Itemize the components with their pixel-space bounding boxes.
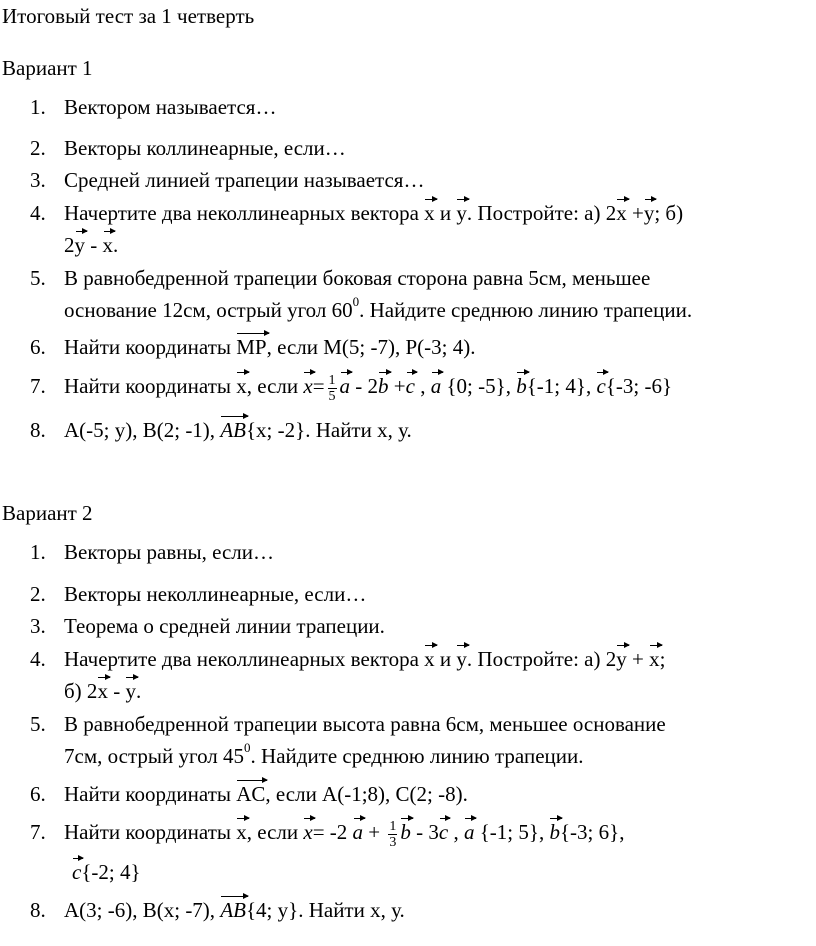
vector-ab: AB <box>220 898 246 922</box>
fraction: $\frac{1}{3}$ <box>389 818 397 850</box>
vector-y: y <box>74 233 85 257</box>
question-text: В равнобедренной трапеции боковая сторона равна 5см, меньшее <box>64 266 651 290</box>
question-text: б) 2x - y. <box>64 679 142 703</box>
question-text: c{-2; 4} <box>72 860 141 884</box>
vector-x: x <box>102 233 113 257</box>
vector-x: x <box>424 201 435 225</box>
question-number: 5. <box>30 712 46 736</box>
question-number: 8. <box>30 418 46 442</box>
question-text: Начертите два неколлинеарных вектора x и y. Постройте: а) 2y + x; <box>64 647 666 671</box>
question-text: Векторы равны, если… <box>64 540 274 564</box>
question-number: 4. <box>30 201 46 225</box>
test-title: Итоговый тест за 1 четверть <box>2 4 255 28</box>
question-text: 2y - x. <box>64 233 119 257</box>
question-number: 1. <box>30 95 46 119</box>
question-text: В равнобедренной трапеции высота равна 6см, меньшее основание <box>64 712 666 736</box>
vector-ab: AB <box>220 418 246 442</box>
question-text: А(3; -6), В(х; -7), AB{4; у}. Найти х, у. <box>64 898 405 922</box>
variant-1-heading: Вариант 1 <box>2 56 93 80</box>
question-text: Средней линией трапеции называется… <box>64 168 425 192</box>
question-number: 7. <box>30 374 46 398</box>
question-number: 8. <box>30 898 46 922</box>
fraction: $\frac{1}{5}$ <box>328 372 336 404</box>
question-text: Теорема о средней линии трапеции. <box>64 614 385 638</box>
vector-y: y <box>643 201 655 225</box>
question-number: 3. <box>30 168 46 192</box>
question-text: Векторы неколлинеарные, если… <box>64 582 367 606</box>
question-text: Найти координаты x, если x= -2 a + $\frac{1}{3}$ b - 3c , a {-1; 5}, b{-3; 6}, <box>64 818 625 850</box>
question-number: 6. <box>30 782 46 806</box>
question-text: Найти координаты MP, если М(5; -7), Р(-3; 4). <box>64 335 476 359</box>
question-text: Вектором называется… <box>64 95 277 119</box>
question-text: Найти координаты AC, если А(-1;8), С(2; -8). <box>64 782 468 806</box>
question-text: основание 12см, острый угол $60^0$. Найдите среднюю линию трапеции. <box>64 294 693 322</box>
question-number: 6. <box>30 335 46 359</box>
question-text: Начертите два неколлинеарных вектора x и y. Постройте: а) 2x +y; б) <box>64 201 684 225</box>
question-number: 4. <box>30 647 46 671</box>
variant-2-heading: Вариант 2 <box>2 501 93 525</box>
question-text: Найти координаты x, если x= $\frac{1}{5}$ a - 2b +c , a {0; -5}, b{-1; 4}, c{-3; -6} <box>64 372 673 404</box>
question-number: 3. <box>30 614 46 638</box>
question-text: 7см, острый угол $45^0$. Найдите среднюю линию трапеции. <box>64 740 584 768</box>
question-number: 7. <box>30 820 46 844</box>
vector-mp: MP <box>236 335 267 359</box>
question-number: 2. <box>30 582 46 606</box>
question-number: 1. <box>30 540 46 564</box>
vector-y: y <box>456 201 467 225</box>
vector-x: x <box>616 201 627 225</box>
question-text: Векторы коллинеарные, если… <box>64 136 346 160</box>
question-text: А(-5; у), В(2; -1), AB{x; -2}. Найти х, у. <box>64 418 412 442</box>
question-number: 2. <box>30 136 46 160</box>
vector-ac: AC <box>236 782 266 806</box>
question-number: 5. <box>30 266 46 290</box>
